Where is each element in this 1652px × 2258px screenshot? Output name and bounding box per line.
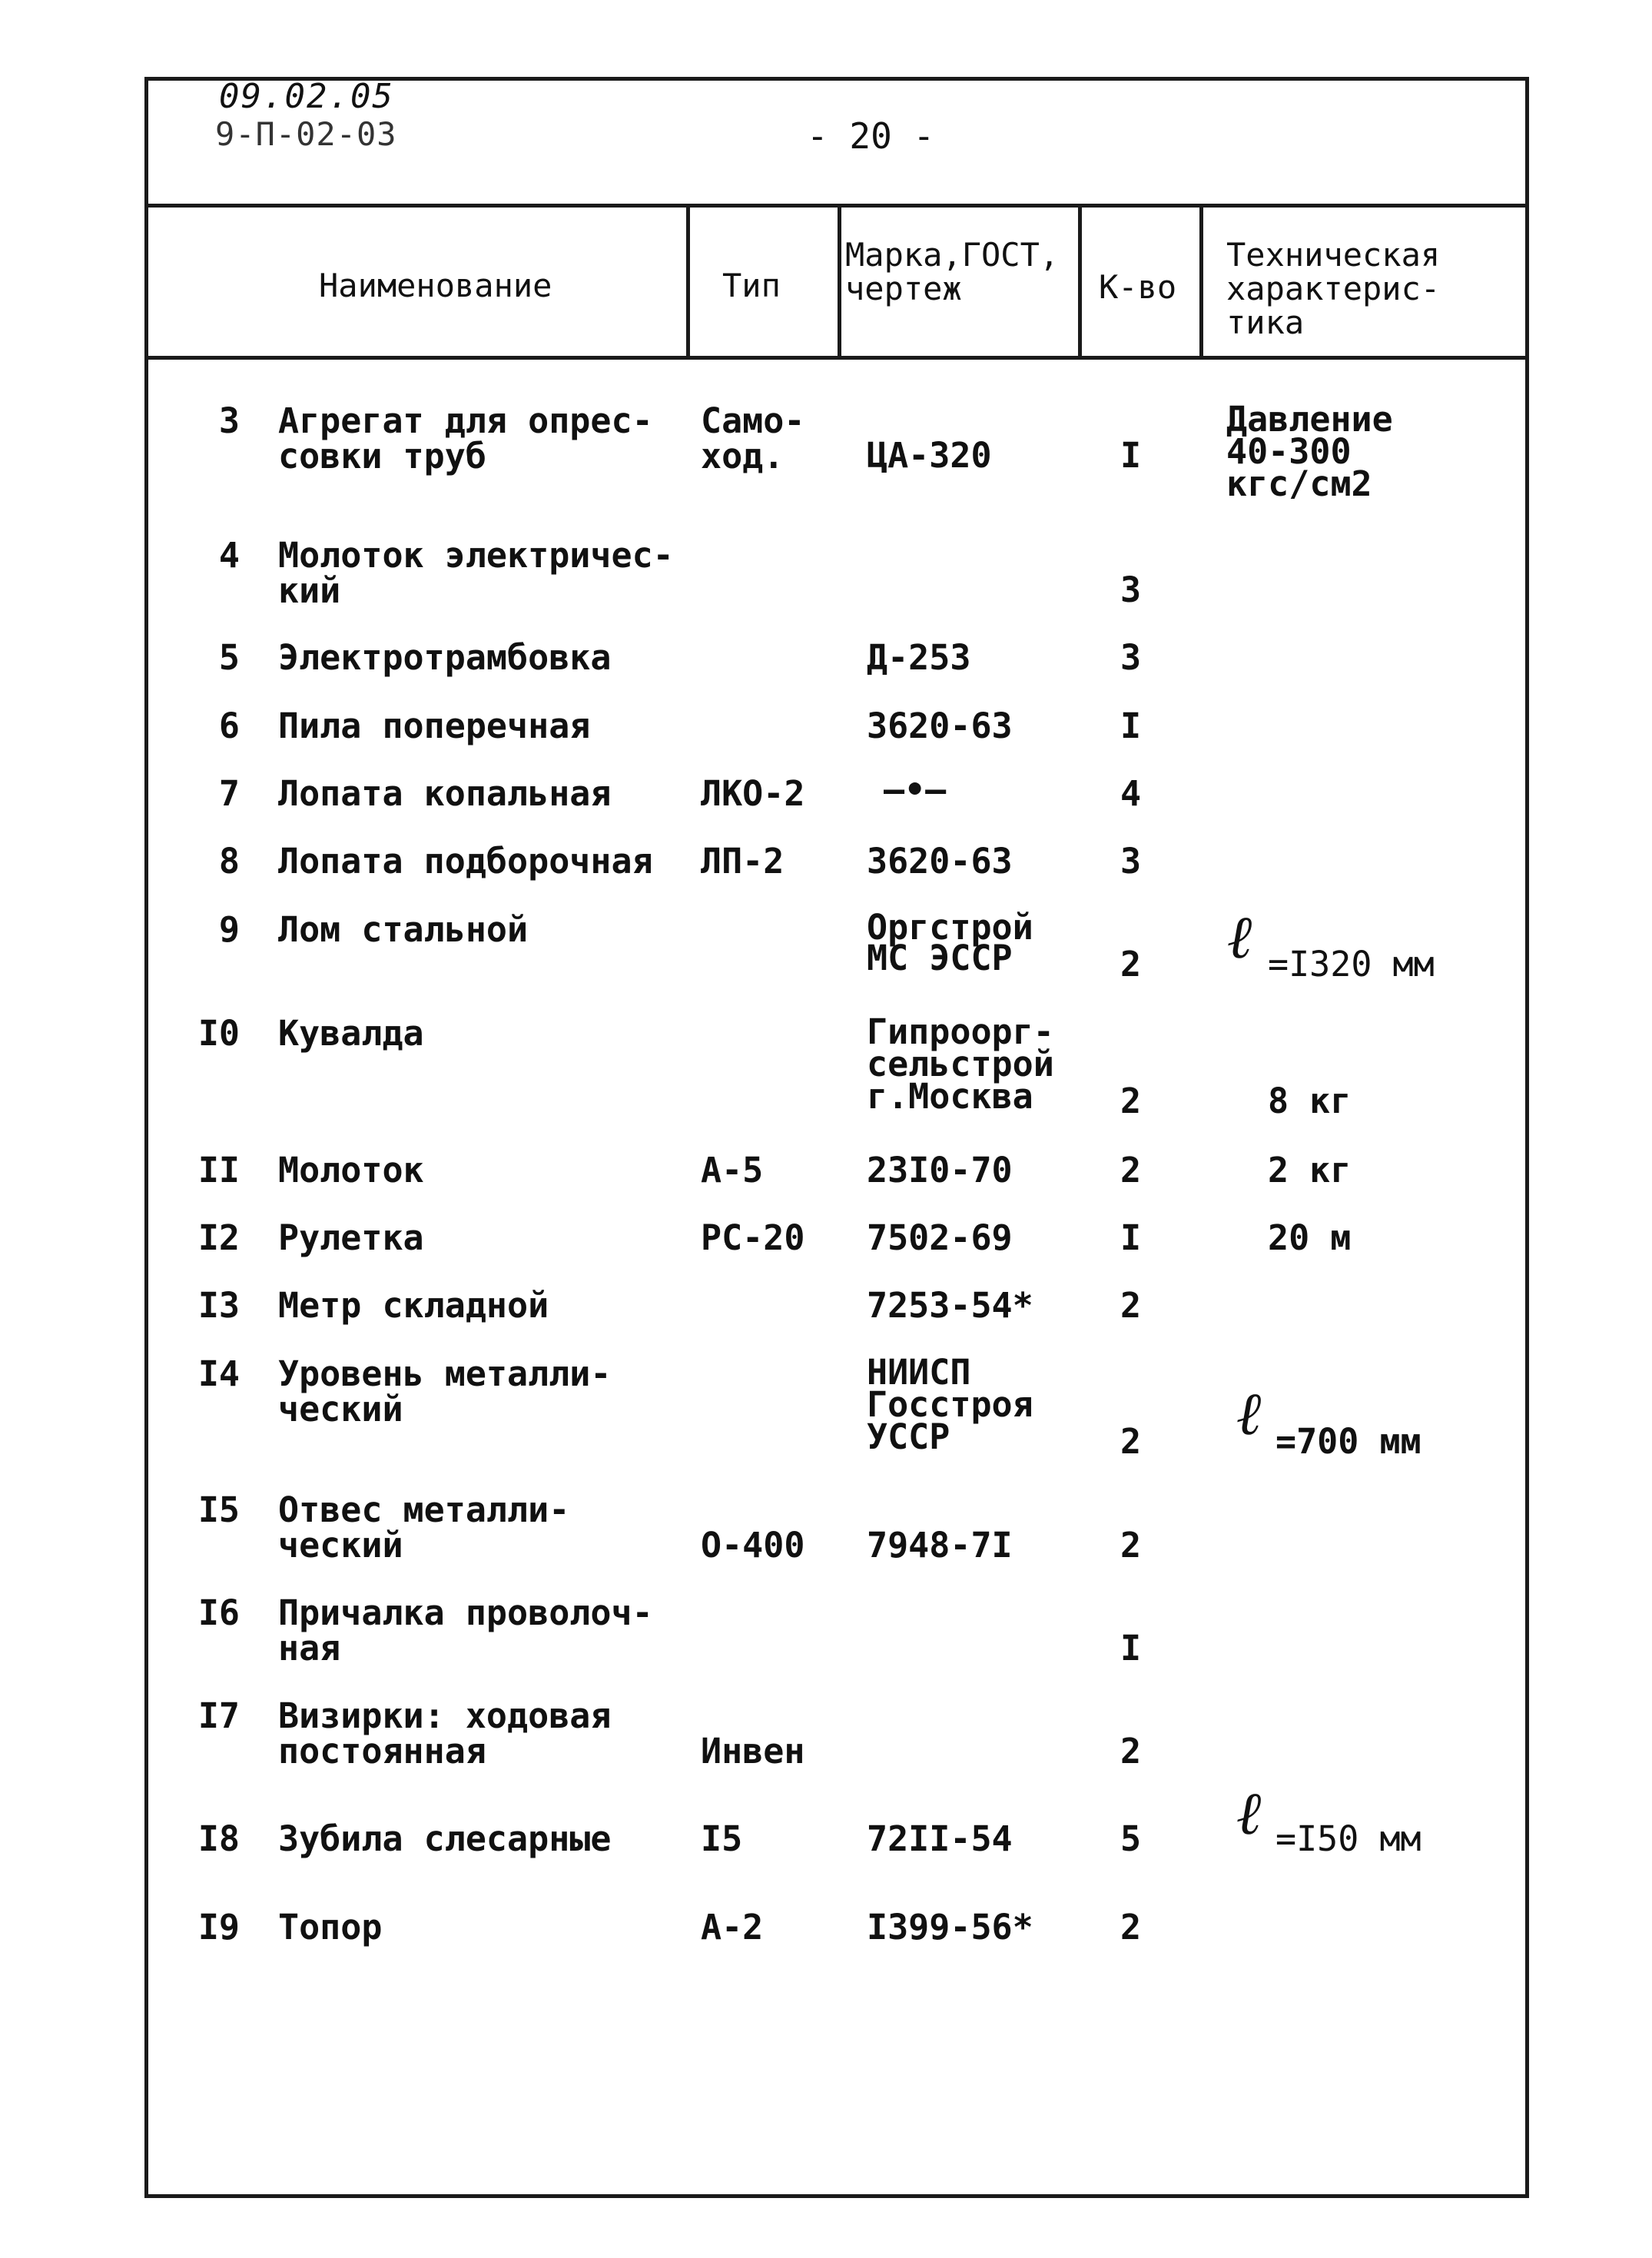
row-spec: 2 кг [1268,1150,1352,1190]
row-num: I0 [197,1013,240,1054]
length-symbol: ℓ [1237,1379,1263,1449]
row-name: Отвес металли- ческий [278,1489,570,1566]
row-spec: 20 м [1268,1217,1352,1258]
row-qty: I [1120,1628,1142,1669]
row-mark: 7502-69 [867,1217,1013,1258]
row-mark: 7948-7I [867,1525,1013,1566]
row-qty: I [1120,1217,1142,1258]
col-header-type: Тип [722,267,781,304]
row-name: Рулетка [278,1217,424,1258]
col-rule-spec [1199,206,1203,357]
row-num: I8 [197,1818,240,1859]
row-name: Агрегат для опрес- совки труб [278,400,653,477]
row-name: Визирки: ходовая постоянная [278,1695,612,1772]
col-header-name: Наименование [319,267,552,304]
col-rule-type [686,206,690,357]
row-qty: 3 [1120,841,1142,882]
row-mark: НИИСП Госстроя УССР [867,1352,1033,1457]
row-mark: 23I0-70 [867,1150,1013,1190]
row-name: Лом стальной [278,909,529,950]
row-type: ЛП-2 [701,841,785,882]
col-rule-mark [838,206,841,357]
row-type: РС-20 [701,1217,805,1258]
col-header-mark: Марка,ГОСТ, чертеж [845,236,1060,307]
row-mark: 3620-63 [867,706,1013,746]
row-num: 6 [218,706,240,746]
row-name: Зубила слесарные [278,1818,612,1859]
row-qty: 2 [1120,1525,1142,1566]
row-name: Кувалда [278,1013,424,1054]
row-qty: 3 [1120,637,1142,678]
row-qty: 2 [1120,1731,1142,1772]
row-qty: 3 [1120,569,1142,610]
row-name: Метр складной [278,1285,549,1326]
header-top-rule [144,204,1529,208]
row-type: А-2 [701,1907,764,1948]
row-type: А-5 [701,1150,764,1190]
row-mark-line1: Гипроорг- сельстрой г.Москва [867,1011,1054,1117]
row-name: Лопата копальная [278,773,612,814]
row-spec: =I50 мм [1275,1818,1421,1859]
row-mark: Д-253 [867,637,971,678]
row-spec: =I320 мм [1268,944,1435,985]
row-qty: 2 [1120,944,1142,985]
row-name: Лопата подборочная [278,841,653,882]
page-frame [144,77,1529,2198]
row-qty: 5 [1120,1818,1142,1859]
row-num: I3 [197,1285,240,1326]
row-num: II [197,1150,240,1190]
row-name: Молоток [278,1150,424,1190]
page-number: - 20 - [807,115,935,157]
row-name: Электротрамбовка [278,637,612,678]
row-name: Топор [278,1907,383,1948]
row-name: Пила поперечная [278,706,591,746]
row-type: Инвен [701,1731,805,1772]
row-mark-ditto: —•— [884,769,947,810]
row-name: Молоток электричес- кий [278,535,674,611]
row-qty: I [1120,706,1142,746]
row-num: 5 [218,637,240,678]
row-type: Само- ход. [701,400,805,477]
length-symbol: ℓ [1228,902,1254,972]
row-qty: 2 [1120,1150,1142,1190]
row-mark: Оргстрой МС ЭССР [867,907,1033,978]
row-num: 8 [218,841,240,882]
row-mark: 3620-63 [867,841,1013,882]
row-num: I2 [197,1217,240,1258]
row-qty: 2 [1120,1081,1142,1121]
row-mark: 72II-54 [867,1818,1013,1859]
header-bottom-rule [144,356,1529,360]
row-name: Уровень металли- ческий [278,1353,612,1430]
row-type: О-400 [701,1525,805,1566]
col-header-qty: К-во [1099,268,1177,306]
row-name: Причалка проволоч- ная [278,1592,653,1669]
row-num: I9 [197,1907,240,1948]
row-num: 9 [218,909,240,950]
length-symbol: ℓ [1237,1778,1263,1848]
row-mark: 7253-54* [867,1285,1033,1326]
row-qty: 2 [1120,1907,1142,1948]
row-qty: 2 [1120,1285,1142,1326]
row-num: 7 [218,773,240,814]
row-num: I5 [197,1489,240,1530]
col-rule-qty [1078,206,1082,357]
row-num: I6 [197,1592,240,1633]
doc-date: 09.02.05 [219,77,394,116]
row-type: I5 [701,1818,743,1859]
doc-code: 9-П-02-03 [215,115,397,153]
col-header-spec: Техническая характерис- тика [1226,236,1441,341]
row-spec: 8 кг [1268,1081,1352,1121]
row-num: 4 [218,535,240,576]
row-num: 3 [218,400,240,441]
row-qty: 4 [1120,773,1142,814]
row-mark: ЦА-320 [867,435,992,476]
row-qty: 2 [1120,1421,1142,1462]
row-spec: =700 мм [1275,1421,1421,1462]
row-mark: I399-56* [867,1907,1033,1948]
row-spec: Давление 40-300 кгс/см2 [1226,399,1393,504]
row-qty: I [1120,435,1142,476]
row-type: ЛКО-2 [701,773,805,814]
row-num: I4 [197,1353,240,1394]
row-num: I7 [197,1695,240,1736]
